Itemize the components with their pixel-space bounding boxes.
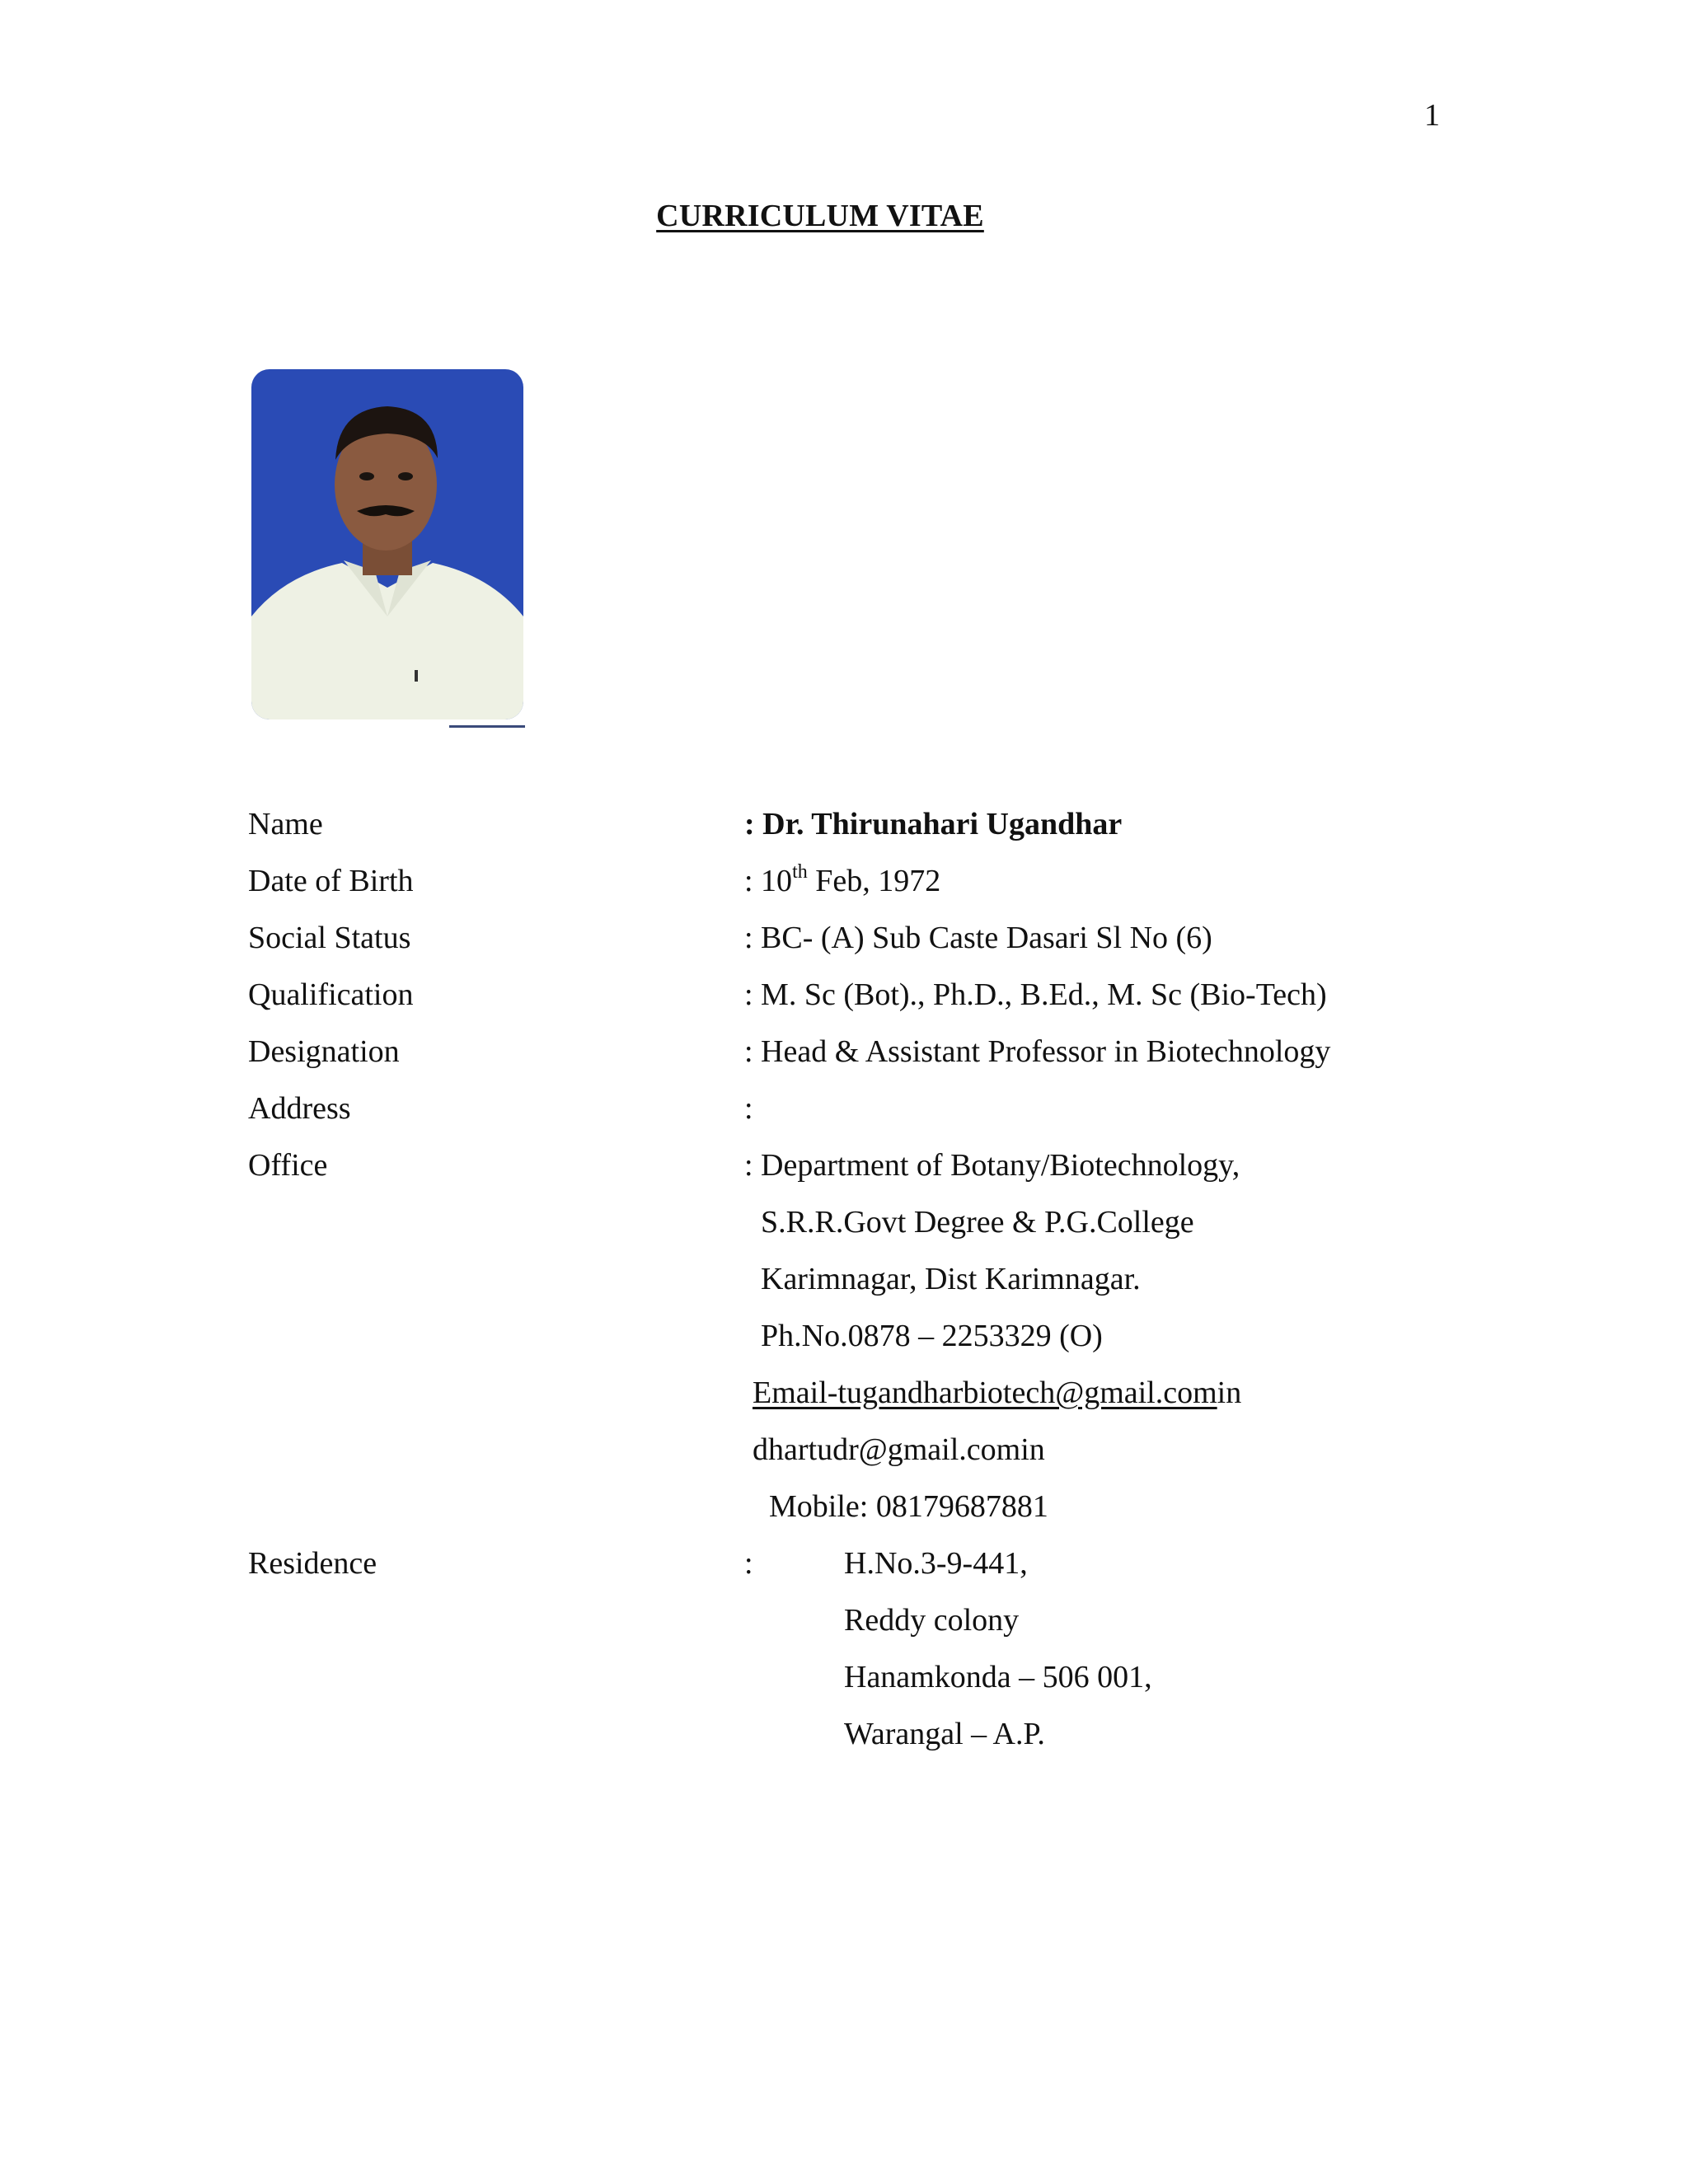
email-tail: in [1217,1376,1242,1410]
office-line-3: Karimnagar, Dist Karimnagar. [761,1262,1141,1296]
residence-label: Residence [248,1546,377,1581]
email-link[interactable]: Email-tugandharbiotech@gmail.com [753,1376,1217,1410]
social-status-label: Social Status [248,921,411,955]
residence-line-2: Reddy colony [844,1603,1020,1638]
designation-label: Designation [248,1034,400,1069]
name-label: Name [248,807,323,841]
page-title: CURRICULUM VITAE [656,199,984,233]
residence-line-1: H.No.3-9-441, [844,1546,1028,1581]
residence-line-4: Warangal – A.P. [844,1717,1045,1751]
address-label: Address [248,1091,351,1126]
office-email-1 [753,1374,1241,1412]
office-phone: Ph.No.0878 – 2253329 (O) [761,1319,1103,1353]
dob-value [744,862,940,900]
portrait-photo [251,369,523,719]
office-line-2: S.R.R.Govt Degree & P.G.College [761,1205,1194,1240]
dob-day: : 10 [744,864,793,898]
residence-colon: : [744,1546,753,1581]
qualification-value: : M. Sc (Bot)., Ph.D., B.Ed., M. Sc (Bio-Tech) [744,977,1327,1012]
dob-month-year: Feb, 1972 [807,864,941,898]
designation-value: : Head & Assistant Professor in Biotechnology [744,1034,1331,1069]
office-mobile: Mobile: 08179687881 [769,1489,1048,1524]
dob-label: Date of Birth [248,864,414,898]
address-value: : [744,1091,753,1126]
qualification-label: Qualification [248,977,414,1012]
residence-line-3: Hanamkonda – 506 001, [844,1660,1152,1694]
office-label: Office [248,1148,328,1183]
dob-suffix: th [792,861,808,883]
social-status-value: : BC- (A) Sub Caste Dasari Sl No (6) [744,921,1212,955]
page-number: 1 [1424,98,1440,133]
name-value: : Dr. Thirunahari Ugandhar [744,807,1123,841]
office-line-1: : Department of Botany/Biotechnology, [744,1148,1240,1183]
office-email-2: dhartudr@gmail.comin [753,1432,1045,1467]
photo-underline [449,725,525,728]
